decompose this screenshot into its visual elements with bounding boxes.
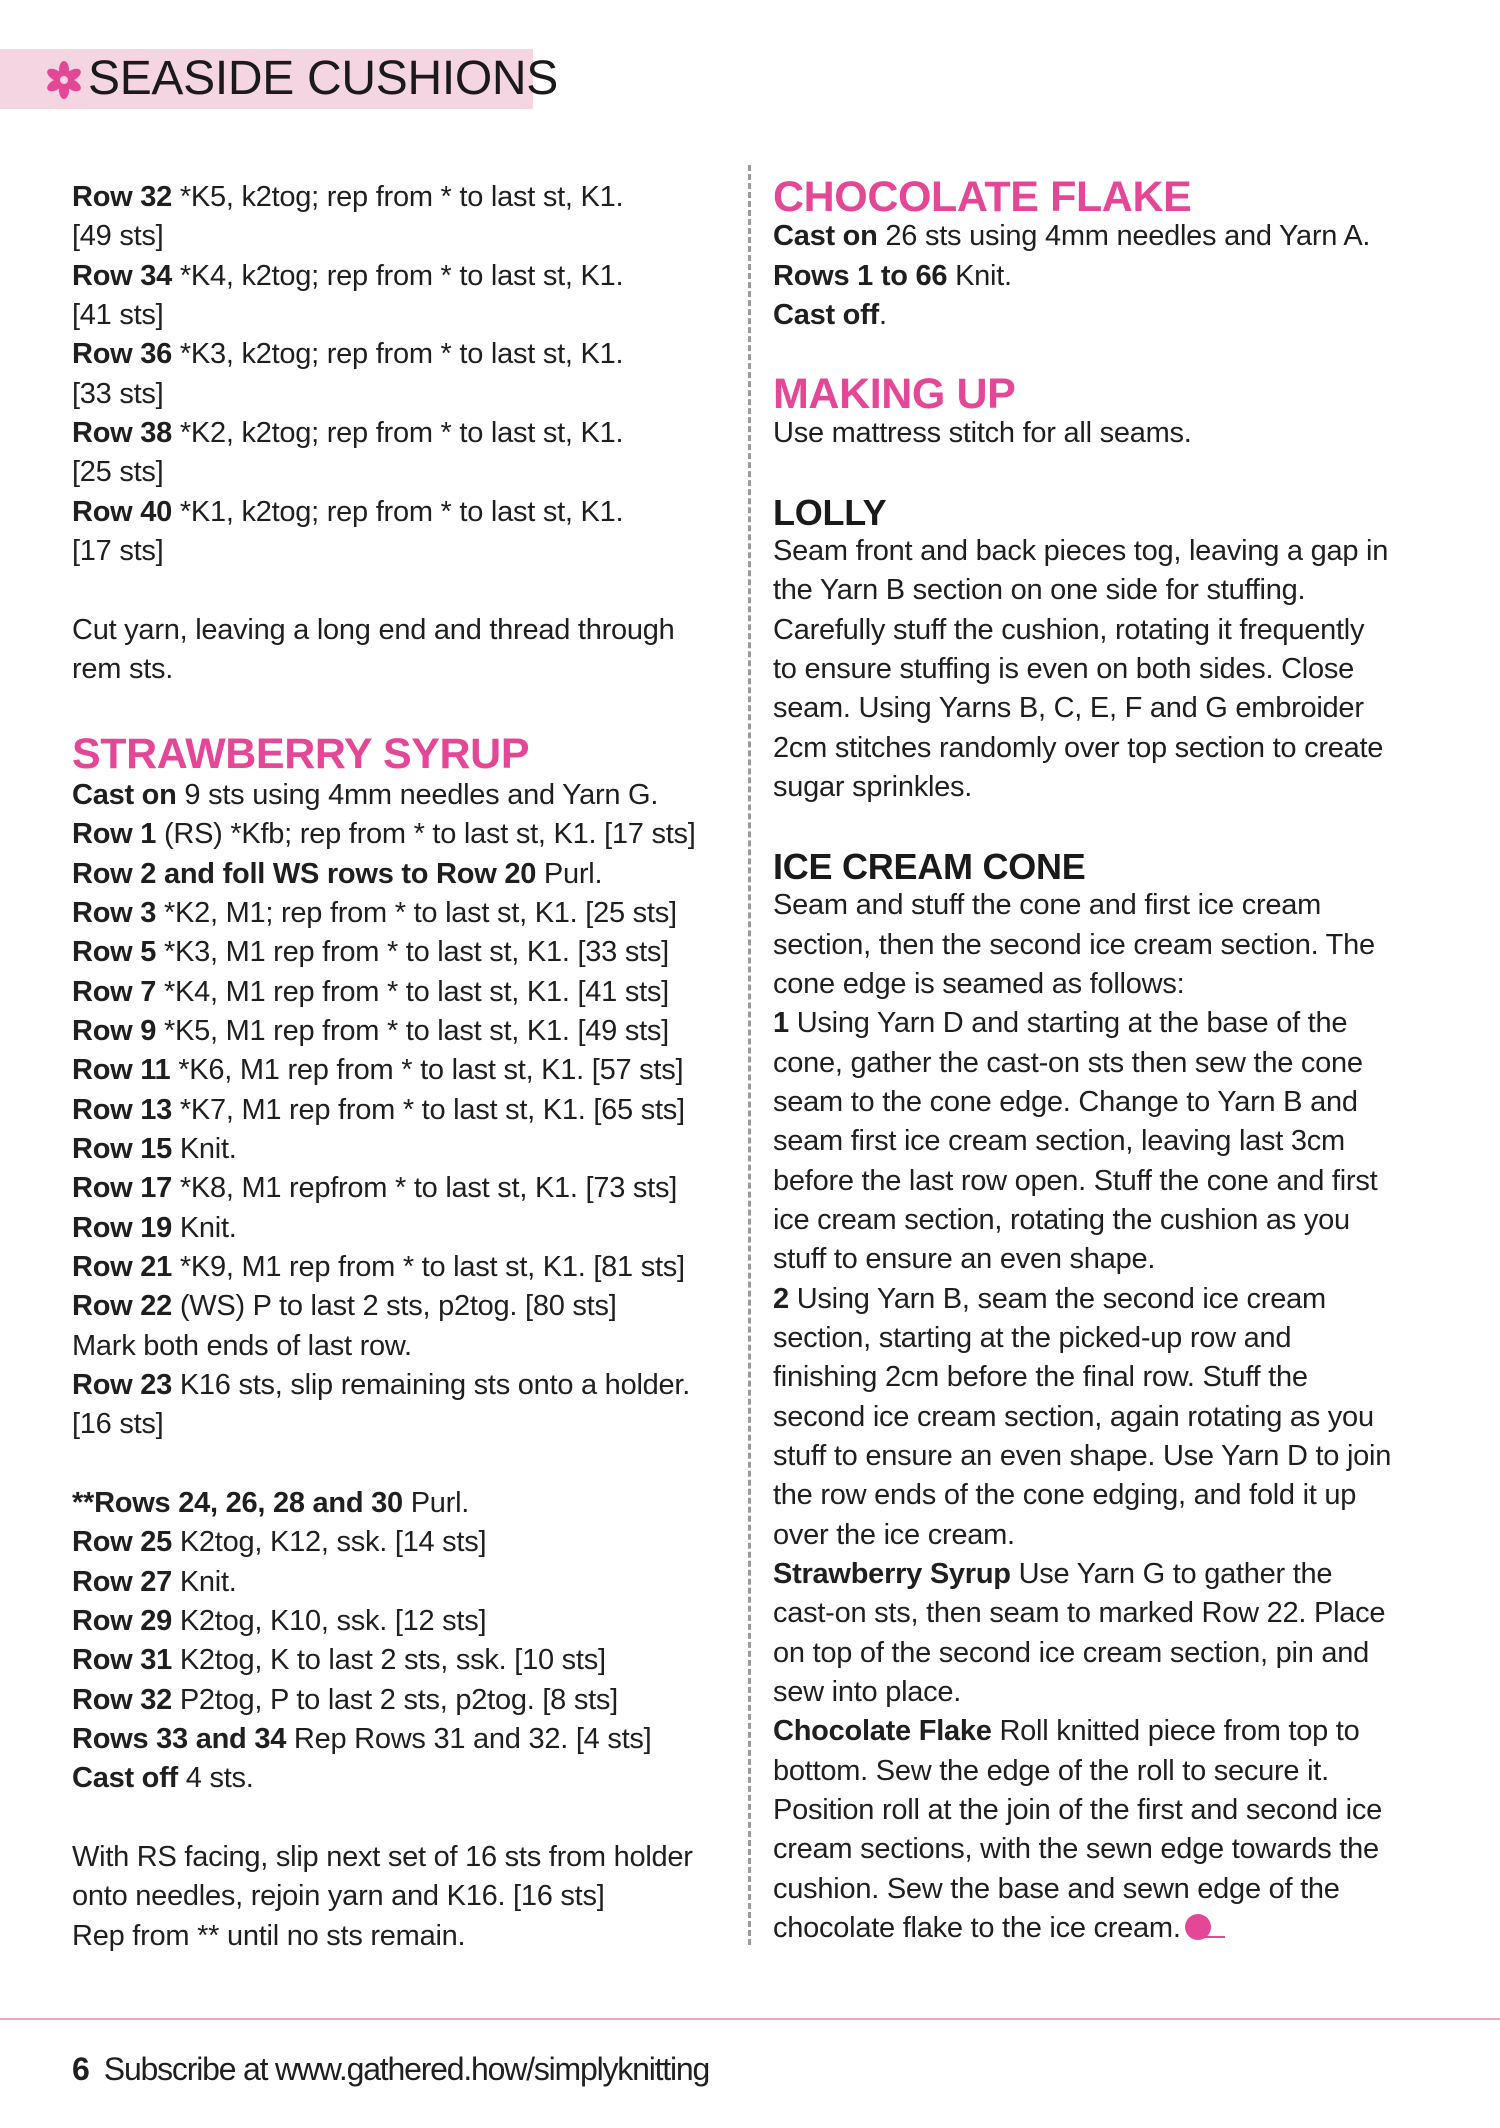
instruction-line: seam first ice cream section, leaving last 3cm (773, 1125, 1345, 1158)
instruction-line: stuff to ensure an even shape. (773, 1243, 1156, 1276)
pattern-row: Rows 1 to 66 Knit. (773, 259, 1012, 292)
pattern-row: Cast off 4 sts. (72, 1762, 254, 1795)
pattern-row: Row 19 Knit. (72, 1211, 237, 1244)
pattern-row: Row 7 *K4, M1 rep from * to last st, K1. [41 sts] (72, 975, 669, 1008)
pattern-row: Row 25 K2tog, K12, ssk. [14 sts] (72, 1526, 487, 1559)
instruction-line: cone edge is seamed as follows: (773, 967, 1185, 1000)
pattern-row: Row 9 *K5, M1 rep from * to last st, K1. [49 sts] (72, 1014, 669, 1047)
pattern-row: Row 29 K2tog, K10, ssk. [12 sts] (72, 1605, 487, 1638)
instruction-line: 2cm stitches randomly over top section to create (773, 731, 1384, 764)
stitch-count: [33 sts] (72, 377, 164, 410)
stitch-count: [41 sts] (72, 299, 164, 332)
step-2-line: 2 Using Yarn B, seam the second ice cream (773, 1282, 1326, 1315)
instruction-line: over the ice cream. (773, 1518, 1015, 1551)
left-column (72, 178, 732, 1956)
instruction-line: Rep from ** until no sts remain. (72, 1919, 466, 1952)
instruction-line: Carefully stuff the cushion, rotating it frequently (773, 613, 1365, 646)
pattern-row: Row 27 Knit. (72, 1565, 237, 1598)
yarn-ball-icon (1185, 1914, 1211, 1940)
making-up-heading: MAKING UP (773, 369, 1016, 418)
instruction-line: onto needles, rejoin yarn and K16. [16 sts] (72, 1880, 605, 1913)
pattern-row: Row 5 *K3, M1 rep from * to last st, K1. [33 sts] (72, 936, 669, 969)
pattern-row: Row 1 (RS) *Kfb; rep from * to last st, K1. [17 sts] (72, 818, 696, 851)
pattern-row: Row 22 (WS) P to last 2 sts, p2tog. [80 sts] (72, 1290, 617, 1323)
instruction-line: cone, gather the cast-on sts then sew the cone (773, 1046, 1363, 1079)
footer-rule (0, 2018, 1500, 2020)
instruction-line: finishing 2cm before the final row. Stuff the (773, 1361, 1308, 1394)
step-1-line: 1 Using Yarn D and starting at the base of the (773, 1007, 1348, 1040)
pattern-row: Row 11 *K6, M1 rep from * to last st, K1. [57 sts] (72, 1054, 684, 1087)
instruction-line: sugar sprinkles. (773, 771, 973, 804)
pattern-row: Row 23 K16 sts, slip remaining sts onto a holder. (72, 1368, 691, 1401)
pattern-row: Row 13 *K7, M1 rep from * to last st, K1. [65 sts] (72, 1093, 685, 1126)
chocolate-flake-step: Chocolate Flake Roll knitted piece from top to (773, 1715, 1360, 1748)
instruction-line: ice cream section, rotating the cushion as you (773, 1203, 1350, 1236)
pattern-row: Row 15 Knit. (72, 1132, 237, 1165)
instruction-line: the row ends of the cone edging, and fold it up (773, 1479, 1357, 1512)
instruction-line: cast-on sts, then seam to marked Row 22. Place (773, 1597, 1386, 1630)
flower-icon (44, 60, 84, 100)
instruction-line: on top of the second ice cream section, pin and (773, 1636, 1370, 1669)
pattern-row: Row 3 *K2, M1; rep from * to last st, K1. [25 sts] (72, 896, 677, 929)
stitch-count: [16 sts] (72, 1408, 164, 1441)
ice-cream-cone-heading: ICE CREAM CONE (773, 845, 1086, 887)
pattern-row: Row 21 *K9, M1 rep from * to last st, K1. [81 sts] (72, 1250, 685, 1283)
instruction-line: before the last row open. Stuff the cone and first (773, 1164, 1378, 1197)
pattern-row: Rows 33 and 34 Rep Rows 31 and 32. [4 sts] (72, 1723, 652, 1756)
strawberry-syrup-step: Strawberry Syrup Use Yarn G to gather the (773, 1558, 1333, 1591)
stitch-count: [49 sts] (72, 220, 164, 253)
stitch-count: [17 sts] (72, 535, 164, 568)
footer (72, 2049, 709, 2089)
instruction-line: seam to the cone edge. Change to Yarn B and (773, 1085, 1358, 1118)
instruction-line: stuff to ensure an even shape. Use Yarn D to join (773, 1440, 1392, 1472)
subscribe-text: Subscribe at www.gathered.how/simplyknitting (103, 2051, 710, 2087)
instruction-line: section, then the second ice cream section. The (773, 928, 1375, 961)
pattern-row: Row 17 *K8, M1 repfrom * to last st, K1. [73 sts] (72, 1172, 678, 1205)
right-column (773, 173, 1433, 1948)
instruction-line: Mark both ends of last row. (72, 1329, 412, 1362)
strawberry-syrup-heading: STRAWBERRY SYRUP (72, 729, 530, 778)
pattern-row: Row 32 *K5, k2tog; rep from * to last st, K1. (72, 181, 624, 213)
instruction-line: Position roll at the join of the first and second ice (773, 1794, 1382, 1827)
instruction-line: bottom. Sew the edge of the roll to secure it. (773, 1754, 1329, 1787)
pattern-row: Row 31 K2tog, K to last 2 sts, ssk. [10 sts] (72, 1644, 606, 1677)
instruction-line: sew into place. (773, 1676, 962, 1709)
pattern-row: Row 40 *K1, k2tog; rep from * to last st, K1. (72, 495, 624, 528)
instruction-line: seam. Using Yarns B, C, E, F and G embroider (773, 692, 1364, 725)
pattern-row: **Rows 24, 26, 28 and 30 Purl. (72, 1487, 470, 1519)
instruction-line: Use mattress stitch for all seams. (773, 417, 1192, 450)
stitch-count: [25 sts] (72, 456, 164, 489)
instruction-line: to ensure stuffing is even on both sides. Close (773, 653, 1354, 686)
pattern-row: Row 34 *K4, k2tog; rep from * to last st, K1. (72, 259, 624, 292)
pattern-row: Row 36 *K3, k2tog; rep from * to last st, K1. (72, 338, 624, 371)
lolly-heading: LOLLY (773, 491, 887, 533)
chocolate-flake-heading: CHOCOLATE FLAKE (773, 173, 1192, 221)
pattern-row: Row 2 and foll WS rows to Row 20 Purl. (72, 857, 603, 890)
instruction-line: rem sts. (72, 653, 174, 686)
pattern-row: Row 38 *K2, k2tog; rep from * to last st, K1. (72, 417, 624, 450)
pattern-row: Row 32 P2tog, P to last 2 sts, p2tog. [8 sts] (72, 1683, 618, 1716)
pattern-row: Cast on 26 sts using 4mm needles and Yarn A. (773, 220, 1371, 253)
instruction-line: cream sections, with the sewn edge towards the (773, 1833, 1379, 1866)
page-number: 6 (72, 2051, 90, 2087)
instruction-line: the Yarn B section on one side for stuffing. (773, 574, 1306, 607)
pattern-row: Cast on 9 sts using 4mm needles and Yarn G. (72, 778, 659, 811)
instruction-line: second ice cream section, again rotating as you (773, 1400, 1374, 1433)
instruction-line: With RS facing, slip next set of 16 sts from holder (72, 1841, 693, 1874)
instruction-line: Seam and stuff the cone and first ice cream (773, 889, 1322, 922)
column-divider (748, 165, 751, 1945)
section-title: SEASIDE CUSHIONS (88, 52, 558, 105)
final-line: chocolate flake to the ice cream. (773, 1909, 1433, 1948)
pattern-row: Cast off. (773, 299, 887, 332)
instruction-line: cushion. Sew the base and sewn edge of the (773, 1872, 1340, 1905)
instruction-line: Seam front and back pieces tog, leaving a gap in (773, 535, 1389, 568)
instruction-line: Cut yarn, leaving a long end and thread through (72, 613, 675, 646)
instruction-line: section, starting at the picked-up row and (773, 1321, 1292, 1354)
